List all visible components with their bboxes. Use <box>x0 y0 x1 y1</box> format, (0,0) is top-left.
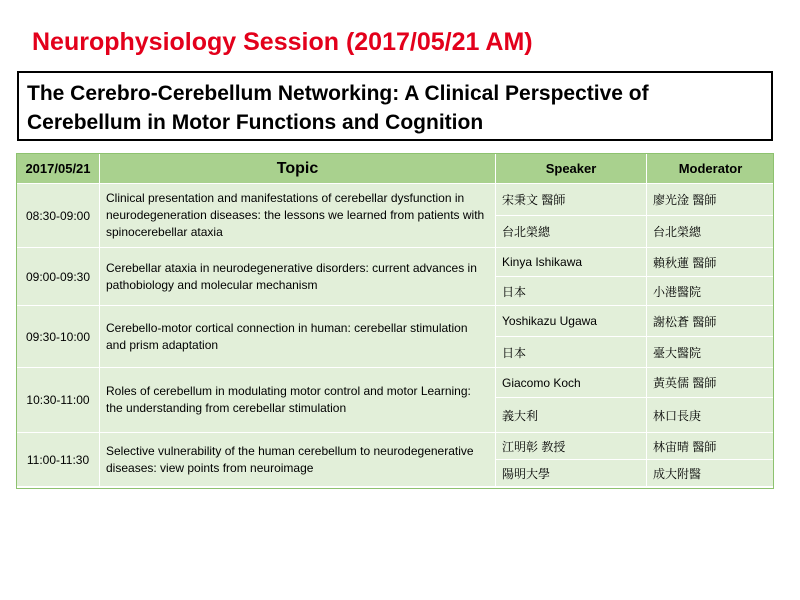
moderator-cell: 謝松蒼 醫師 <box>647 306 775 337</box>
topic-cell: Selective vulnerability of the human cerebellum to neurodegenerative diseases: view points from neuroimage <box>100 433 496 487</box>
speaker-affiliation-cell: 陽明大學 <box>496 460 647 487</box>
moderator-affiliation-cell: 小港醫院 <box>647 277 775 306</box>
moderator-affiliation-cell: 台北榮總 <box>647 216 775 248</box>
header-topic: Topic <box>100 154 496 184</box>
speaker-affiliation-cell: 台北榮總 <box>496 216 647 248</box>
moderator-affiliation-cell: 林口長庚 <box>647 398 775 433</box>
talk-title-box <box>17 71 773 141</box>
speaker-cell: 宋秉文 醫師 <box>496 184 647 216</box>
header-speaker: Speaker <box>496 154 647 184</box>
speaker-cell: Giacomo Koch <box>496 368 647 398</box>
topic-cell: Cerebello-motor cortical connection in human: cerebellar stimulation and prism adaptation <box>100 306 496 368</box>
topic-cell: Clinical presentation and manifestations of cerebellar dysfunction in neurodegeneration diseases: the lessons we learned from patients with spinocerebellar ataxia <box>100 184 496 248</box>
moderator-cell: 林宙晴 醫師 <box>647 433 775 460</box>
header-date: 2017/05/21 <box>17 154 100 184</box>
time-cell: 11:00-11:30 <box>17 433 100 487</box>
table-header-row <box>17 154 775 184</box>
schedule-table <box>16 153 775 487</box>
table-row <box>17 306 775 337</box>
topic-cell: Roles of cerebellum in modulating motor control and motor Learning: the understanding from cerebellar stimulation <box>100 368 496 433</box>
table-row <box>17 368 775 398</box>
speaker-affiliation-cell: 日本 <box>496 277 647 306</box>
time-cell: 09:30-10:00 <box>17 306 100 368</box>
moderator-affiliation-cell: 成大附醫 <box>647 460 775 487</box>
session-title: Neurophysiology Session (2017/05/21 AM) <box>32 28 533 56</box>
moderator-cell: 黃英儒 醫師 <box>647 368 775 398</box>
time-cell: 09:00-09:30 <box>17 248 100 306</box>
talk-title-line-1: The Cerebro-Cerebellum Networking: A Clinical Perspective of <box>27 82 649 105</box>
time-cell: 08:30-09:00 <box>17 184 100 248</box>
speaker-affiliation-cell: 日本 <box>496 337 647 368</box>
moderator-cell: 廖光淦 醫師 <box>647 184 775 216</box>
speaker-cell: Yoshikazu Ugawa <box>496 306 647 337</box>
speaker-cell: 江明彰 教授 <box>496 433 647 460</box>
moderator-cell: 賴秋蓮 醫師 <box>647 248 775 277</box>
time-cell: 10:30-11:00 <box>17 368 100 433</box>
table-row <box>17 184 775 216</box>
speaker-affiliation-cell: 義大利 <box>496 398 647 433</box>
topic-cell: Cerebellar ataxia in neurodegenerative disorders: current advances in pathobiology and molecular mechanism <box>100 248 496 306</box>
speaker-cell: Kinya Ishikawa <box>496 248 647 277</box>
table-row <box>17 433 775 460</box>
talk-title-line-2: Cerebellum in Motor Functions and Cognition <box>27 111 484 134</box>
moderator-affiliation-cell: 臺大醫院 <box>647 337 775 368</box>
header-moderator: Moderator <box>647 154 775 184</box>
table-row <box>17 248 775 277</box>
